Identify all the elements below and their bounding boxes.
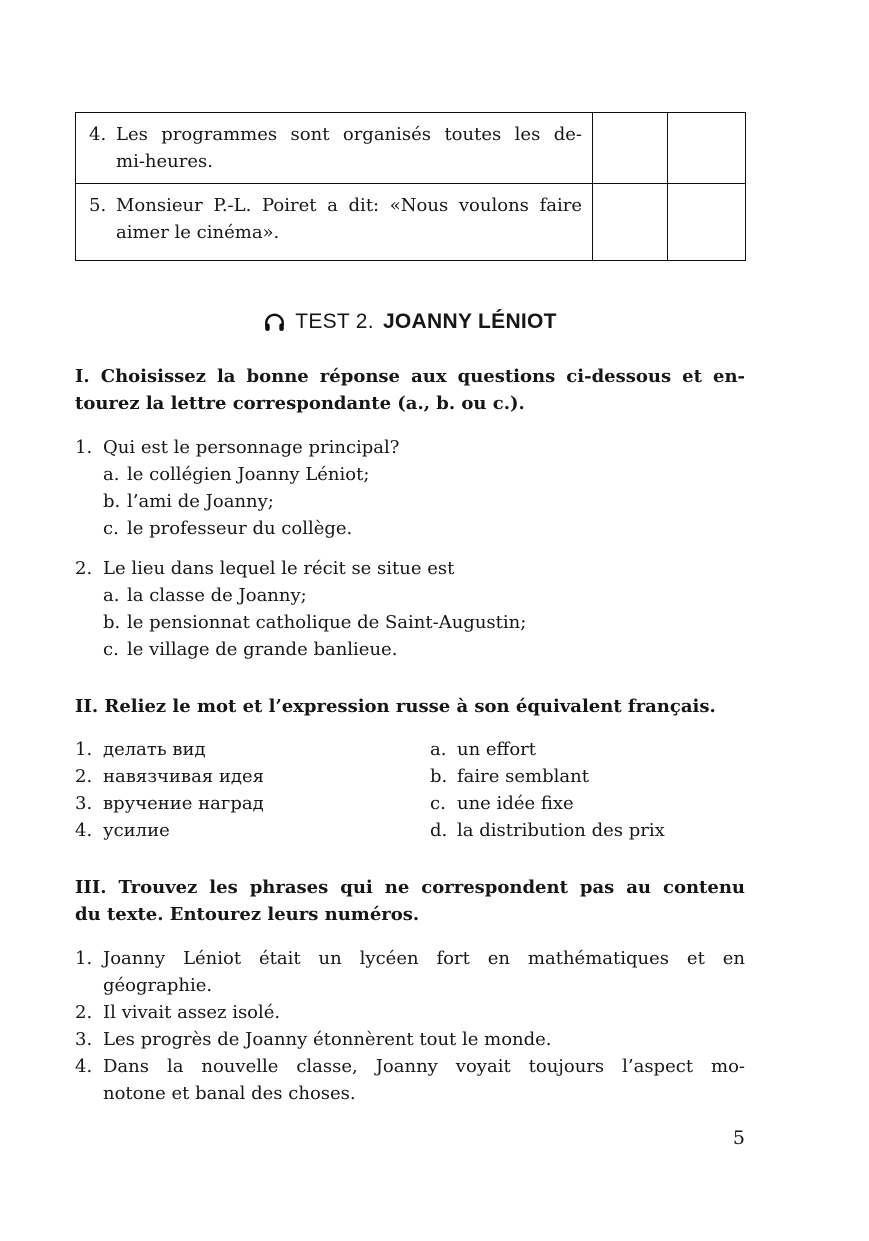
match-right [430, 763, 745, 790]
test-title: JOANNY LÉNIOT [382, 310, 557, 333]
russian-term: усилие [103, 820, 170, 841]
option-a [103, 461, 745, 488]
heading-line: du texte. Entourez leurs numéros. [75, 904, 420, 925]
match-number: 3. [75, 793, 93, 814]
option-letter: b. [103, 491, 121, 512]
option-letter: a. [103, 585, 120, 606]
option-letter: a. [103, 464, 120, 485]
list-item [75, 999, 745, 1026]
question-text: Qui est le personnage principal? [103, 437, 400, 458]
true-false-table [75, 112, 746, 261]
item-line: Il vivait assez isolé. [103, 1002, 281, 1023]
question-1 [75, 434, 745, 542]
option-b [103, 488, 745, 515]
option-letter: b. [103, 612, 121, 633]
list-item [75, 1026, 745, 1053]
option-letter: c. [103, 518, 119, 539]
match-letter: a. [430, 739, 447, 760]
item-line: Joanny Léniot était un lycéen fort en mathématiques et en [103, 948, 745, 969]
page-number: 5 [732, 1127, 745, 1149]
match-row [75, 817, 745, 844]
option-text: le professeur du collège. [127, 518, 353, 539]
match-right [430, 736, 745, 763]
match-left [75, 763, 430, 790]
statement-line: Monsieur P.-L. Poiret a dit: «Nous voulons faire [116, 195, 582, 216]
item-line: notone et banal des choses. [103, 1083, 356, 1104]
question-2 [75, 555, 745, 663]
question-text: Le lieu dans lequel le récit se situe est [103, 558, 455, 579]
statement-line: Les programmes sont organisés toutes les de- [116, 124, 582, 145]
heading-line: tourez la lettre correspondante (a., b. ou c.). [75, 393, 525, 414]
option-text: le village de grande banlieue. [127, 639, 398, 660]
options-list [103, 582, 745, 663]
item-line: Dans la nouvelle classe, Joanny voyait toujours l’aspect mo- [103, 1056, 745, 1077]
item-line: géographie. [103, 975, 213, 996]
table-row [76, 184, 746, 261]
matching-list [75, 736, 745, 844]
section3-heading [75, 874, 745, 928]
match-number: 4. [75, 820, 93, 841]
option-a [103, 582, 745, 609]
item-line: Les progrès de Joanny étonnèrent tout le monde. [103, 1029, 552, 1050]
option-text: l’ami de Joanny; [127, 491, 274, 512]
item-number: 1. [75, 948, 93, 969]
question-number: 1. [75, 437, 93, 458]
match-number: 2. [75, 766, 93, 787]
statement-cell [76, 184, 593, 261]
match-right [430, 790, 745, 817]
option-text: le collégien Joanny Léniot; [127, 464, 370, 485]
match-left [75, 790, 430, 817]
list-item [75, 1053, 745, 1107]
question-number: 2. [75, 558, 93, 579]
option-b [103, 609, 745, 636]
russian-term: делать вид [103, 739, 206, 760]
page-content [75, 0, 745, 1152]
french-term: un effort [457, 739, 537, 760]
match-right [430, 817, 745, 844]
answer-box [668, 113, 746, 184]
option-text: le pensionnat catholique de Saint-Augustin; [127, 612, 527, 633]
french-term: une idée fixe [457, 793, 574, 814]
match-letter: b. [430, 766, 448, 787]
match-left [75, 736, 430, 763]
item-number: 4. [89, 124, 107, 145]
table-row [76, 113, 746, 184]
russian-term: навязчивая идея [103, 766, 264, 787]
test-heading [75, 307, 745, 337]
french-term: faire semblant [457, 766, 589, 787]
answer-box [593, 113, 668, 184]
list-item [75, 945, 745, 999]
options-list [103, 461, 745, 542]
match-row [75, 736, 745, 763]
match-row [75, 790, 745, 817]
section3-items [75, 945, 745, 1107]
item-number: 4. [75, 1056, 93, 1077]
item-number: 3. [75, 1029, 93, 1050]
statement-line: mi-heures. [116, 151, 213, 172]
match-left [75, 817, 430, 844]
option-text: la classe de Joanny; [127, 585, 307, 606]
section1-questions [75, 434, 745, 663]
answer-box [593, 184, 668, 261]
option-letter: c. [103, 639, 119, 660]
match-row [75, 763, 745, 790]
option-c [103, 515, 745, 542]
heading-line: I. Choisissez la bonne réponse aux questions ci-dessous et en- [75, 366, 745, 387]
section2-heading [75, 693, 745, 720]
heading-line: III. Trouvez les phrases qui ne correspondent pas au contenu [75, 877, 745, 898]
option-c [103, 636, 745, 663]
heading-line: II. Reliez le mot et l’expression russe à son équivalent français. [75, 696, 716, 717]
russian-term: вручение наград [103, 793, 264, 814]
item-number: 2. [75, 1002, 93, 1023]
headphones-icon [263, 311, 286, 334]
test-label: TEST 2. [295, 310, 374, 333]
match-letter: c. [430, 793, 446, 814]
answer-box [668, 184, 746, 261]
match-number: 1. [75, 739, 93, 760]
section1-heading [75, 363, 745, 417]
statement-cell [76, 113, 593, 184]
match-letter: d. [430, 820, 448, 841]
french-term: la distribution des prix [457, 820, 665, 841]
statement-line: aimer le cinéma». [116, 222, 280, 243]
item-number: 5. [89, 195, 107, 216]
